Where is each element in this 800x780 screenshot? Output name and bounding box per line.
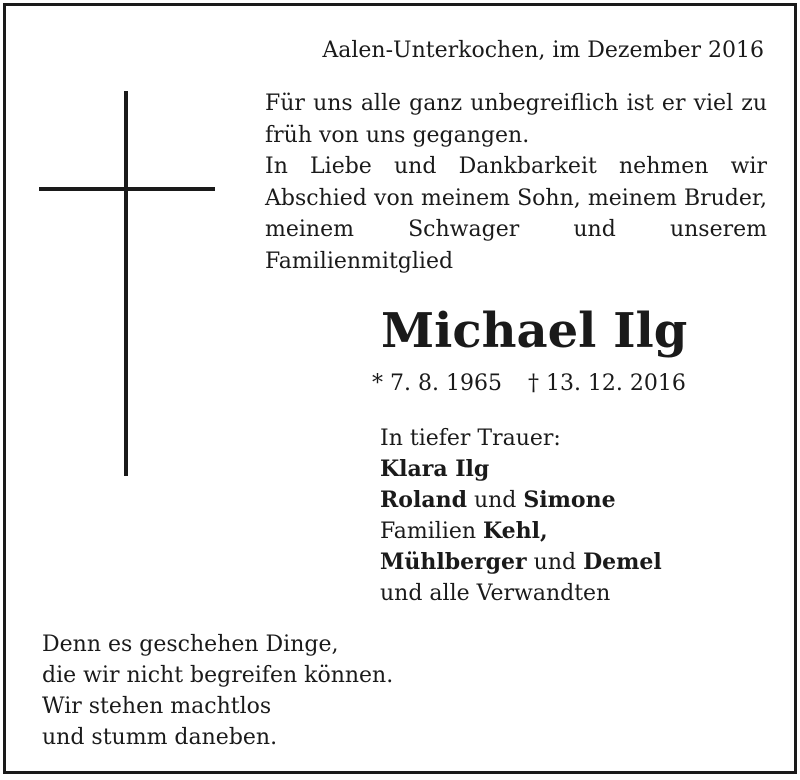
cross-vertical-bar — [124, 91, 128, 476]
mourners-list — [380, 423, 662, 609]
mourners-relatives: und alle Verwandten — [380, 581, 611, 606]
mourner-demel: Demel — [583, 549, 662, 575]
verse-line: und stumm daneben. — [42, 725, 278, 750]
death-date: † 13. 12. 2016 — [527, 371, 686, 396]
mourner-simone: Simone — [523, 487, 616, 513]
intro-line-1: Für uns alle ganz unbegreiflich ist er viel zu früh von uns gegangen. — [265, 91, 767, 148]
verse-line: die wir nicht begreifen können. — [42, 663, 394, 688]
verse-line: Wir stehen machtlos — [42, 694, 272, 719]
mourner-klara: Klara Ilg — [380, 456, 490, 482]
mourner-line-roland-simone — [380, 485, 662, 516]
deceased-name: Michael Ilg — [381, 303, 688, 359]
verse-line: Denn es geschehen Dinge, — [42, 632, 339, 657]
mourners-intro: In tiefer Trauer: — [380, 426, 561, 451]
mourner-line-families — [380, 516, 662, 547]
intro-line-2: In Liebe und Dankbarkeit nehmen wir Abschied von meinem Sohn, meinem Bruder, meinem Schwager und unserem Familienmitglied — [265, 154, 767, 274]
conjunction: und — [473, 488, 517, 513]
mourner-roland: Roland — [380, 487, 467, 513]
place-date: Aalen-Unterkochen, im Dezember 2016 — [322, 38, 764, 63]
obituary-notice — [3, 3, 797, 774]
conjunction: und — [533, 550, 577, 575]
families-label: Familien — [380, 519, 477, 544]
mourner-kehl: Kehl, — [483, 518, 548, 544]
life-dates — [372, 369, 686, 399]
intro-text — [265, 88, 767, 277]
cross-horizontal-bar — [39, 187, 215, 191]
mourner-muehlberger: Mühlberger — [380, 549, 527, 575]
birth-date: * 7. 8. 1965 — [372, 371, 502, 396]
mourner-line-muehlberger-demel — [380, 547, 662, 578]
closing-verse — [42, 629, 393, 753]
